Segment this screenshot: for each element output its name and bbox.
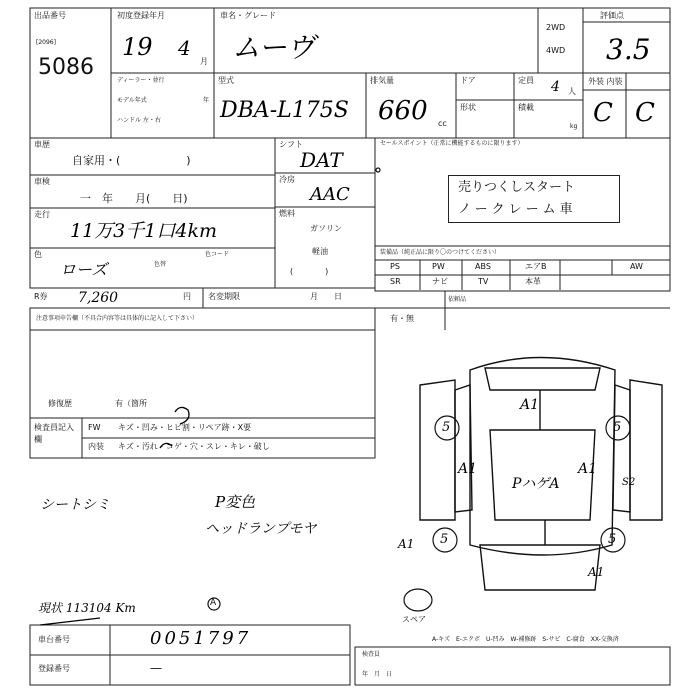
equipment-label: 装備品（純正品に限り〇のつけてください） (380, 249, 501, 256)
mark-right: A1 (578, 461, 598, 477)
month-unit: 月 (200, 57, 208, 66)
sales-point-1: 売りつくしスタート (458, 180, 576, 195)
shape-label: 形状 (460, 103, 476, 112)
score-value: 3.5 (606, 33, 651, 66)
inspector-label: 検査員記入欄 (34, 423, 74, 444)
equip-abs: ABS (475, 262, 491, 271)
type-label: 型式 (218, 76, 234, 85)
inspector-stamp-label: 検査員 (362, 651, 381, 658)
shift-label: シフト (279, 140, 303, 149)
mark-left: A1 (458, 461, 478, 477)
equip-ps: PS (390, 262, 400, 271)
row-fw: FW (88, 423, 101, 432)
equip-sr: SR (390, 277, 401, 286)
handwritten-note-3: ヘッドランプモヤ (205, 521, 317, 537)
lot-label: 出品番号 (34, 11, 66, 20)
score-label: 評価点 (600, 11, 624, 20)
yen-unit: 円 (183, 292, 191, 301)
inspection-value: 一 年 月( 日) (80, 192, 188, 205)
recycle-value: 7,260 (78, 290, 119, 306)
lot-number: 5086 (38, 55, 94, 80)
chassis-label: 車台番号 (38, 635, 70, 644)
inspection-label: 車検 (34, 177, 50, 186)
date-label: 年 月 日 (362, 671, 393, 678)
color-code-label: 色コード (205, 251, 230, 258)
spare-label: スペア (402, 615, 426, 624)
equip-navi: ナビ (432, 277, 448, 286)
shift-value: DAT (300, 148, 343, 172)
mark-center: PハゲA (512, 476, 560, 492)
color-label: 色 (34, 250, 42, 259)
mileage-value: 11万3千1口4km (70, 220, 217, 242)
cc-unit: cc (438, 119, 447, 128)
equip-aw: AW (630, 262, 643, 271)
row-int-items: キズ・汚れ・コゲ・穴・スレ・キレ・破し (118, 442, 270, 451)
ac-value: AAC (310, 184, 350, 205)
usage-label: 車歴 (34, 140, 50, 149)
equip-pw: PW (432, 262, 445, 271)
mileage-note: 現状 113104 Km (38, 601, 136, 615)
ext-grade: C (593, 98, 613, 128)
tire-rr: 5 (608, 532, 617, 547)
fuel-paren: ( ) (290, 267, 329, 276)
circle-a: A (210, 598, 217, 608)
car-name: ムーヴ (232, 31, 315, 64)
person-unit: 人 (568, 87, 576, 96)
mileage-label: 走行 (34, 210, 50, 219)
int-grade: C (635, 98, 655, 128)
capacity-value: 4 (551, 79, 560, 95)
equip-leather: 本革 (525, 277, 541, 286)
tire-rl: 5 (440, 532, 449, 547)
repair-label: 修復歴 (48, 399, 72, 408)
capacity-label: 定員 (518, 76, 534, 85)
tire-fr: 5 (613, 420, 622, 435)
sales-points-label: セールスポイント（正常に機能するものに限ります） (380, 140, 524, 147)
usage-value: 自家用・( ) (72, 154, 191, 167)
notes-label: 注意事項申告欄（不具合内容等は具体的に記入して下さい） (36, 315, 199, 322)
fuel-label: 燃料 (279, 209, 295, 218)
drive-2wd: 2WD (546, 23, 566, 32)
fuel-diesel: 軽油 (312, 247, 328, 256)
recycle-label: R券 (34, 292, 48, 301)
row-fw-items: キズ・凹み・ヒビ割・リペア跡・X要 (118, 423, 252, 432)
reg-month: 4 (178, 36, 191, 60)
drive-4wd: 4WD (546, 46, 566, 55)
name-change-label: 名変期限 (208, 292, 240, 301)
fuel-options: ガソリン (310, 224, 342, 233)
door-label: ドア (460, 76, 476, 85)
name-label: 車名・グレード (220, 11, 276, 20)
sales-point-2: ノークレーム車 (458, 202, 577, 217)
registration-value: — (150, 661, 162, 675)
ac-label: 冷房 (279, 175, 295, 184)
row-int: 内装 (88, 442, 104, 451)
reg-year: 19 (122, 33, 153, 61)
damage-legend: A-キズ E-エクボ U-凹み W-補修跡 S-サビ C-腐食 XX-交換済 (432, 636, 619, 643)
dealer-label: ディーラー・並行 (117, 77, 165, 84)
displacement-value: 660 (378, 96, 428, 126)
handle-label: ハンドル 左・右 (117, 117, 161, 124)
equip-airbag: エアB (525, 262, 547, 271)
registration-label: 登録番号 (38, 664, 70, 673)
mark-side: S2 (622, 477, 636, 488)
mark-rear-right: A1 (588, 565, 605, 579)
car-diagram (420, 358, 662, 591)
model-year-label: モデル年式 (117, 97, 147, 104)
ext-int-label: 外装 内装 (588, 77, 623, 86)
month-day: 月 日 (310, 292, 342, 301)
lot-code: [2096] (36, 39, 56, 46)
reg-year-label: 初度登録年月 (117, 11, 165, 20)
handwritten-note-1: シートシミ (40, 497, 110, 513)
equip-tv: TV (478, 277, 489, 286)
presence: 有・無 (390, 314, 414, 323)
tire-fl: 5 (442, 420, 451, 435)
chassis-value: 0051797 (150, 628, 252, 649)
kg-unit: kg (570, 123, 578, 130)
color-swap-label: 色替 (154, 261, 167, 268)
mark-rear-left: A1 (398, 537, 415, 551)
original-label: 依頼品 (448, 296, 467, 303)
mark-front: A1 (520, 397, 540, 413)
type-value: DBA-L175S (220, 98, 349, 123)
repair-value: 有（箇所 (115, 399, 147, 408)
load-label: 積載 (518, 103, 534, 112)
handwritten-note-2: P変色 (215, 493, 256, 511)
color-value: ローズ (60, 260, 108, 279)
displacement-label: 排気量 (370, 76, 394, 85)
year-unit: 年 (203, 97, 210, 104)
